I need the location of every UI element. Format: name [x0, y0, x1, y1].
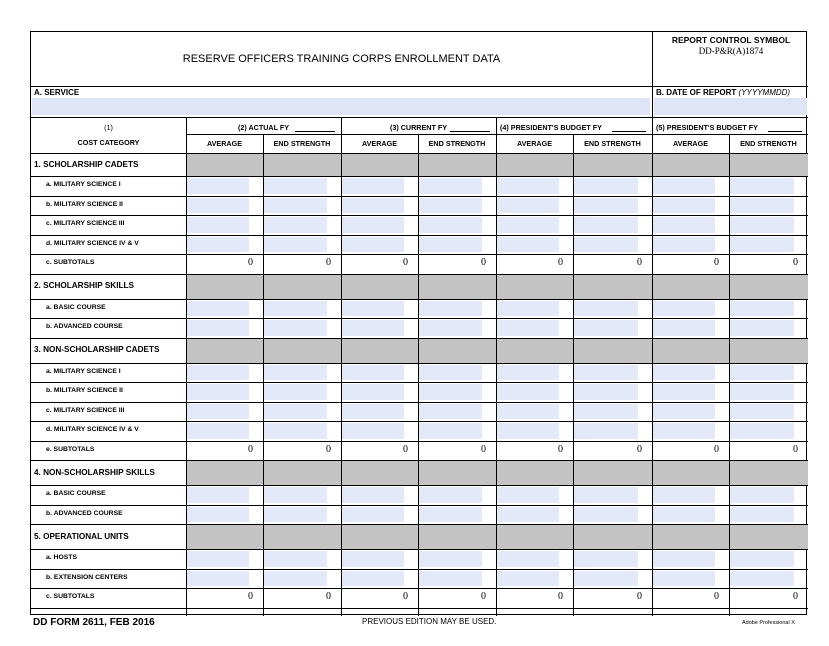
data-input-cell[interactable]: [730, 423, 794, 439]
end-strength-header: END STRENGTH: [584, 139, 641, 148]
row-divider: [31, 505, 808, 506]
data-input-cell[interactable]: [497, 487, 559, 503]
data-input-cell[interactable]: [730, 237, 794, 253]
data-input-cell[interactable]: [419, 404, 482, 420]
shaded-cell: [419, 275, 496, 299]
subtotal-value: 0: [558, 257, 563, 268]
shaded-cell: [342, 339, 418, 363]
shaded-cell: [264, 339, 341, 363]
data-input-cell[interactable]: [730, 507, 794, 523]
data-input-cell[interactable]: [497, 198, 559, 214]
shaded-cell: [419, 154, 496, 176]
average-header: AVERAGE: [516, 139, 552, 148]
data-input-cell[interactable]: [187, 237, 249, 253]
data-input-cell[interactable]: [497, 237, 559, 253]
row-divider: [31, 608, 808, 609]
data-input-cell[interactable]: [419, 198, 482, 214]
data-input-cell[interactable]: [574, 551, 638, 567]
shaded-cell: [419, 339, 496, 363]
data-input-cell[interactable]: [264, 551, 327, 567]
cost-category-number: (1): [104, 123, 113, 132]
data-input-cell[interactable]: [264, 237, 327, 253]
data-input-cell[interactable]: [419, 320, 482, 336]
subtotal-value: 0: [481, 591, 486, 602]
data-input-cell[interactable]: [574, 507, 638, 523]
fy-blank-line[interactable]: [295, 131, 335, 132]
row-divider: [31, 569, 808, 570]
data-input-cell[interactable]: [419, 301, 482, 317]
row-divider: [31, 363, 808, 364]
data-input-cell[interactable]: [419, 507, 482, 523]
subtotal-value: 0: [714, 591, 719, 602]
shaded-cell: [187, 461, 263, 485]
shaded-cell: [342, 154, 418, 176]
row-divider: [31, 318, 808, 319]
data-input-cell[interactable]: [497, 423, 559, 439]
data-input-cell[interactable]: [653, 384, 715, 400]
data-input-cell[interactable]: [497, 404, 559, 420]
data-input-cell[interactable]: [653, 551, 715, 567]
subtotal-value: 0: [248, 591, 253, 602]
row-label: b. MILITARY SCIENCE II: [46, 200, 123, 208]
data-input-cell[interactable]: [653, 404, 715, 420]
data-input-cell[interactable]: [187, 423, 249, 439]
data-input-cell[interactable]: [264, 178, 327, 194]
form-title: RESERVE OFFICERS TRAINING CORPS ENROLLMENT DATA: [182, 53, 501, 65]
row-label: 1. SCHOLARSHIP CADETS: [34, 159, 139, 169]
data-input-cell[interactable]: [342, 237, 404, 253]
subtotal-value: 0: [326, 257, 331, 268]
data-input-cell[interactable]: [653, 507, 715, 523]
row-divider: [31, 549, 808, 550]
shaded-cell: [264, 461, 341, 485]
date-label: B. DATE OF REPORT: [656, 88, 737, 97]
data-input-cell[interactable]: [342, 217, 404, 233]
data-input-cell[interactable]: [264, 301, 327, 317]
date-input[interactable]: [654, 98, 807, 115]
row-label: b. EXTENSION CENTERS: [46, 573, 128, 581]
column-divider: [186, 117, 187, 616]
data-input-cell[interactable]: [574, 237, 638, 253]
form-frame: [30, 31, 807, 615]
data-input-cell[interactable]: [264, 320, 327, 336]
data-input-cell[interactable]: [187, 178, 249, 194]
data-input-cell[interactable]: [730, 365, 794, 381]
data-input-cell[interactable]: [497, 320, 559, 336]
data-input-cell[interactable]: [187, 404, 249, 420]
data-input-cell[interactable]: [730, 404, 794, 420]
data-input-cell[interactable]: [653, 487, 715, 503]
data-input-cell[interactable]: [187, 487, 249, 503]
data-input-cell[interactable]: [187, 320, 249, 336]
data-input-cell[interactable]: [264, 217, 327, 233]
data-input-cell[interactable]: [497, 301, 559, 317]
data-input-cell[interactable]: [342, 320, 404, 336]
subtotal-value: 0: [793, 591, 798, 602]
data-input-cell[interactable]: [730, 178, 794, 194]
row-label: a. MILITARY SCIENCE I: [46, 181, 121, 189]
column-divider: [496, 117, 497, 616]
header-divider: [652, 134, 808, 135]
row-label: c. SUBTOTALS: [46, 259, 95, 267]
subtotal-value: 0: [403, 257, 408, 268]
shaded-cell: [264, 275, 341, 299]
edition-note: PREVIOUS EDITION MAY BE USED.: [362, 617, 497, 626]
subtotal-value: 0: [558, 443, 563, 455]
data-input-cell[interactable]: [342, 507, 404, 523]
data-input-cell[interactable]: [574, 365, 638, 381]
data-input-cell[interactable]: [264, 423, 327, 439]
data-input-cell[interactable]: [653, 237, 715, 253]
fy-group-header: (2) ACTUAL FY: [237, 123, 290, 132]
row-label: 4. NON-SCHOLARSHIP SKILLS: [34, 467, 155, 477]
data-input-cell[interactable]: [342, 365, 404, 381]
shaded-cell: [730, 525, 808, 549]
shaded-cell: [497, 461, 573, 485]
row-label: a. HOSTS: [46, 554, 77, 562]
data-input-cell[interactable]: [653, 571, 715, 587]
shaded-cell: [342, 525, 418, 549]
row-label: a. BASIC COURSE: [46, 490, 106, 498]
row-divider: [31, 299, 808, 300]
shaded-cell: [730, 154, 808, 176]
data-input-cell[interactable]: [264, 404, 327, 420]
shaded-cell: [497, 275, 573, 299]
shaded-cell: [264, 154, 341, 176]
subtotal-value: 0: [637, 257, 642, 268]
data-input-cell[interactable]: [574, 384, 638, 400]
shaded-cell: [187, 339, 263, 363]
row-label: b. ADVANCED COURSE: [46, 509, 123, 517]
shaded-cell: [419, 461, 496, 485]
data-input-cell[interactable]: [730, 487, 794, 503]
data-input-cell[interactable]: [730, 217, 794, 233]
data-input-cell[interactable]: [264, 365, 327, 381]
row-label: 2. SCHOLARSHIP SKILLS: [34, 281, 134, 290]
data-input-cell[interactable]: [187, 217, 249, 233]
shaded-cell: [653, 339, 729, 363]
data-input-cell[interactable]: [730, 320, 794, 336]
subtotal-value: 0: [558, 591, 563, 602]
subtotal-value: 0: [403, 591, 408, 602]
row-label: b. ADVANCED COURSE: [46, 323, 123, 331]
service-label: A. SERVICE: [34, 88, 80, 97]
row-divider: [31, 235, 808, 236]
shaded-cell: [653, 275, 729, 299]
data-input-cell[interactable]: [497, 365, 559, 381]
shaded-cell: [419, 525, 496, 549]
end-strength-header: END STRENGTH: [273, 139, 331, 148]
shaded-cell: [574, 275, 652, 299]
header-divider: [496, 134, 652, 135]
end-strength-header: END STRENGTH: [428, 139, 486, 148]
shaded-cell: [497, 525, 573, 549]
shaded-cell: [574, 154, 652, 176]
date-format-hint: (YYYYMMDD): [738, 88, 791, 97]
shaded-cell: [653, 525, 729, 549]
column-divider: [729, 134, 730, 616]
data-input-cell[interactable]: [574, 404, 638, 420]
fy-blank-line[interactable]: [450, 131, 490, 132]
row-label: a. BASIC COURSE: [46, 303, 106, 311]
subtotal-value: 0: [403, 443, 408, 455]
column-divider: [341, 117, 342, 616]
shaded-cell: [342, 275, 418, 299]
row-label: 5. OPERATIONAL UNITS: [34, 531, 129, 541]
data-input-cell[interactable]: [342, 487, 404, 503]
fy-blank-line[interactable]: [768, 131, 802, 132]
data-input-cell[interactable]: [342, 404, 404, 420]
average-header: AVERAGE: [672, 139, 708, 148]
cost-category-header: COST CATEGORY: [77, 138, 140, 147]
data-input-cell[interactable]: [419, 365, 482, 381]
data-input-cell[interactable]: [187, 198, 249, 214]
average-header: AVERAGE: [361, 139, 397, 148]
service-input[interactable]: [32, 98, 650, 115]
data-input-cell[interactable]: [419, 487, 482, 503]
subtotal-value: 0: [248, 257, 253, 268]
data-input-cell[interactable]: [342, 551, 404, 567]
data-input-cell[interactable]: [187, 301, 249, 317]
data-input-cell[interactable]: [730, 551, 794, 567]
subtotal-value: 0: [793, 257, 798, 268]
subtotal-value: 0: [481, 443, 486, 455]
data-input-cell[interactable]: [342, 178, 404, 194]
column-divider: [263, 134, 264, 616]
data-input-cell[interactable]: [342, 423, 404, 439]
data-input-cell[interactable]: [653, 198, 715, 214]
data-input-cell[interactable]: [497, 507, 559, 523]
subtotal-value: 0: [637, 443, 642, 455]
row-label: d. MILITARY SCIENCE IV & V: [46, 426, 139, 434]
data-input-cell[interactable]: [574, 571, 638, 587]
data-input-cell[interactable]: [497, 217, 559, 233]
data-input-cell[interactable]: [264, 507, 327, 523]
rcs-value: DD-P&R(A)1874: [698, 46, 764, 56]
row-divider: [31, 382, 808, 383]
shaded-cell: [574, 525, 652, 549]
data-input-cell[interactable]: [574, 320, 638, 336]
data-input-cell[interactable]: [419, 551, 482, 567]
data-input-cell[interactable]: [574, 301, 638, 317]
data-input-cell[interactable]: [497, 551, 559, 567]
data-input-cell[interactable]: [187, 507, 249, 523]
row-divider: [31, 254, 808, 255]
data-input-cell[interactable]: [574, 198, 638, 214]
row-label: b. MILITARY SCIENCE II: [46, 387, 123, 395]
data-input-cell[interactable]: [497, 384, 559, 400]
data-input-cell[interactable]: [730, 571, 794, 587]
rcs-label: REPORT CONTROL SYMBOL: [671, 35, 791, 45]
row-divider: [31, 176, 808, 177]
data-input-cell[interactable]: [419, 217, 482, 233]
row-divider: [31, 441, 808, 442]
row-label: a. MILITARY SCIENCE I: [46, 367, 121, 375]
data-input-cell[interactable]: [653, 301, 715, 317]
shaded-cell: [574, 461, 652, 485]
data-input-cell[interactable]: [342, 384, 404, 400]
data-input-cell[interactable]: [342, 571, 404, 587]
shaded-cell: [342, 461, 418, 485]
data-input-cell[interactable]: [653, 320, 715, 336]
shaded-cell: [653, 461, 729, 485]
subtotal-value: 0: [326, 591, 331, 602]
row-divider: [31, 215, 808, 216]
subtotal-value: 0: [637, 591, 642, 602]
data-input-cell[interactable]: [497, 178, 559, 194]
subtotal-value: 0: [793, 443, 798, 455]
shaded-cell: [574, 339, 652, 363]
shaded-cell: [730, 461, 808, 485]
data-input-cell[interactable]: [187, 551, 249, 567]
row-divider: [31, 421, 808, 422]
shaded-cell: [187, 525, 263, 549]
data-input-cell[interactable]: [653, 217, 715, 233]
data-input-cell[interactable]: [342, 198, 404, 214]
shaded-cell: [187, 154, 263, 176]
data-input-cell[interactable]: [264, 487, 327, 503]
shaded-cell: [653, 154, 729, 176]
data-input-cell[interactable]: [653, 423, 715, 439]
average-header: AVERAGE: [206, 139, 242, 148]
fy-group-header: (3) CURRENT FY: [389, 123, 448, 132]
row-label: e. SUBTOTALS: [46, 445, 95, 453]
shaded-cell: [264, 525, 341, 549]
subtotal-value: 0: [326, 443, 331, 455]
data-input-cell[interactable]: [730, 384, 794, 400]
shaded-cell: [730, 339, 808, 363]
data-input-cell[interactable]: [419, 178, 482, 194]
data-input-cell[interactable]: [419, 237, 482, 253]
data-input-cell[interactable]: [419, 571, 482, 587]
end-strength-header: END STRENGTH: [740, 139, 797, 148]
data-input-cell[interactable]: [730, 301, 794, 317]
report-control-symbol: [652, 32, 809, 86]
row-divider: [31, 196, 808, 197]
data-input-cell[interactable]: [264, 198, 327, 214]
data-input-cell[interactable]: [264, 571, 327, 587]
row-label: d. MILITARY SCIENCE IV & V: [46, 239, 139, 247]
data-input-cell[interactable]: [574, 178, 638, 194]
data-input-cell[interactable]: [187, 384, 249, 400]
row-label: c. SUBTOTALS: [46, 593, 95, 601]
column-divider: [652, 117, 653, 616]
data-input-cell[interactable]: [264, 384, 327, 400]
shaded-cell: [730, 275, 808, 299]
service-field: [31, 86, 652, 117]
data-input-cell[interactable]: [497, 571, 559, 587]
data-input-cell[interactable]: [419, 423, 482, 439]
column-divider: [418, 134, 419, 616]
row-divider: [31, 588, 808, 589]
column-divider: [573, 134, 574, 616]
fy-group-header: (4) PRESIDENT'S BUDGET FY: [500, 123, 602, 132]
fy-group-header: (5) PRESIDENT'S BUDGET FY: [656, 123, 758, 132]
row-label: 3. NON-SCHOLARSHIP CADETS: [34, 345, 160, 354]
shaded-cell: [497, 154, 573, 176]
software-note: Adobe Professional X: [742, 620, 795, 626]
data-input-cell[interactable]: [419, 384, 482, 400]
shaded-cell: [497, 339, 573, 363]
subtotal-value: 0: [714, 257, 719, 268]
shaded-cell: [187, 275, 263, 299]
data-input-cell[interactable]: [187, 571, 249, 587]
row-divider: [31, 485, 808, 486]
data-input-cell[interactable]: [653, 365, 715, 381]
data-input-cell[interactable]: [342, 301, 404, 317]
fy-blank-line[interactable]: [612, 131, 646, 132]
data-input-cell[interactable]: [574, 487, 638, 503]
data-input-cell[interactable]: [574, 217, 638, 233]
data-input-cell[interactable]: [187, 365, 249, 381]
data-input-cell[interactable]: [730, 198, 794, 214]
row-divider: [31, 402, 808, 403]
row-label: c. MILITARY SCIENCE III: [46, 220, 125, 228]
data-input-cell[interactable]: [653, 178, 715, 194]
form-number: DD FORM 2611, FEB 2016: [33, 617, 155, 628]
subtotal-value: 0: [714, 443, 719, 455]
date-of-report-field: [652, 86, 809, 117]
subtotal-value: 0: [248, 443, 253, 455]
subtotal-value: 0: [481, 257, 486, 268]
row-label: c. MILITARY SCIENCE III: [46, 406, 125, 414]
data-input-cell[interactable]: [574, 423, 638, 439]
